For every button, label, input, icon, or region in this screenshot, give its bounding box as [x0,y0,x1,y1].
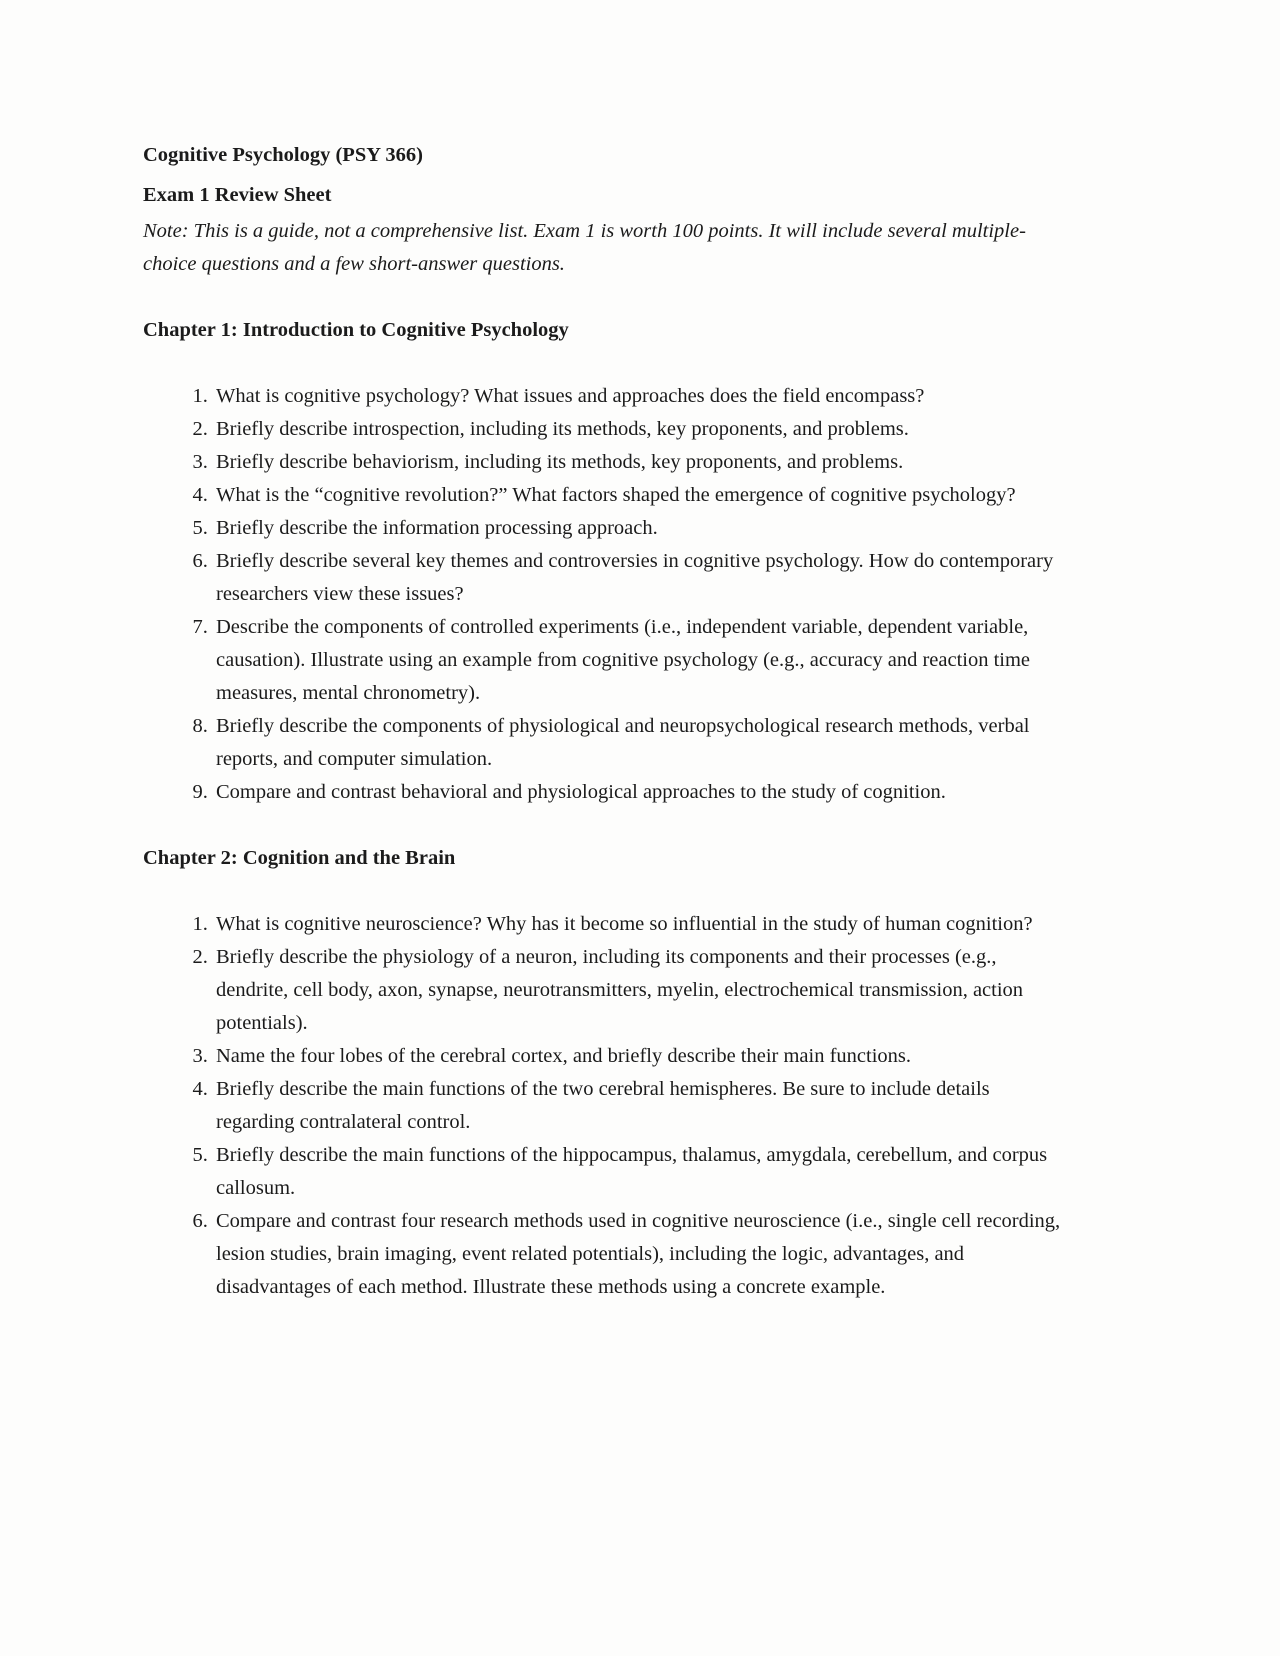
question-item: 5. Briefly describe the information processing approach. [213,512,1073,545]
chapter-heading: Chapter 1: Introduction to Cognitive Psychology [143,319,569,341]
question-item: 4. Briefly describe the main functions of the two cerebral hemispheres. Be sure to include details regarding contralateral control. [213,1073,1073,1139]
chapter-section [143,314,1073,809]
chapter-section [143,842,1073,1304]
question-item: 2. Briefly describe introspection, including its methods, key proponents, and problems. [213,413,1073,446]
document-subtitle: Exam 1 Review Sheet [143,184,332,206]
question-item: 3. Name the four lobes of the cerebral cortex, and briefly describe their main functions. [213,1040,1073,1073]
question-list [143,380,1073,809]
question-item: 4. What is the “cognitive revolution?” What factors shaped the emergence of cognitive psychology? [213,479,1073,512]
question-item: 3. Briefly describe behaviorism, including its methods, key proponents, and problems. [213,446,1073,479]
question-item: 1. What is cognitive neuroscience? Why has it become so influential in the study of human cognition? [213,908,1073,941]
chapter-heading: Chapter 2: Cognition and the Brain [143,847,456,869]
question-item: 6. Compare and contrast four research methods used in cognitive neuroscience (i.e., single cell recording, lesion studies, brain imaging, event related potentials), including the logic, advantages, and disadvantages of each method. Illustrate these methods using a concrete example. [213,1205,1073,1304]
question-item: 5. Briefly describe the main functions of the hippocampus, thalamus, amygdala, cerebellum, and corpus callosum. [213,1139,1073,1205]
question-item: 6. Briefly describe several key themes and controversies in cognitive psychology. How do contemporary researchers view these issues? [213,545,1073,611]
sections-container [143,314,1073,1304]
question-item: 1. What is cognitive psychology? What issues and approaches does the field encompass? [213,380,1073,413]
document-title: Cognitive Psychology (PSY 366) [143,144,423,166]
question-item: 8. Briefly describe the components of physiological and neuropsychological research methods, verbal reports, and computer simulation. [213,710,1073,776]
question-item: 9. Compare and contrast behavioral and physiological approaches to the study of cognition. [213,776,1073,809]
document-note: Note: This is a guide, not a comprehensive list. Exam 1 is worth 100 points. It will include several multiple-choice questions and a few short-answer questions. [143,220,1026,275]
question-item: 7. Describe the components of controlled experiments (i.e., independent variable, dependent variable, causation). Illustrate using an example from cognitive psychology (e.g., accuracy and reaction time measures, mental chronometry). [213,611,1073,710]
question-item: 2. Briefly describe the physiology of a neuron, including its components and their processes (e.g., dendrite, cell body, axon, synapse, neurotransmitters, myelin, electrochemical transmission, action potentials). [213,941,1073,1040]
question-list [143,908,1073,1304]
